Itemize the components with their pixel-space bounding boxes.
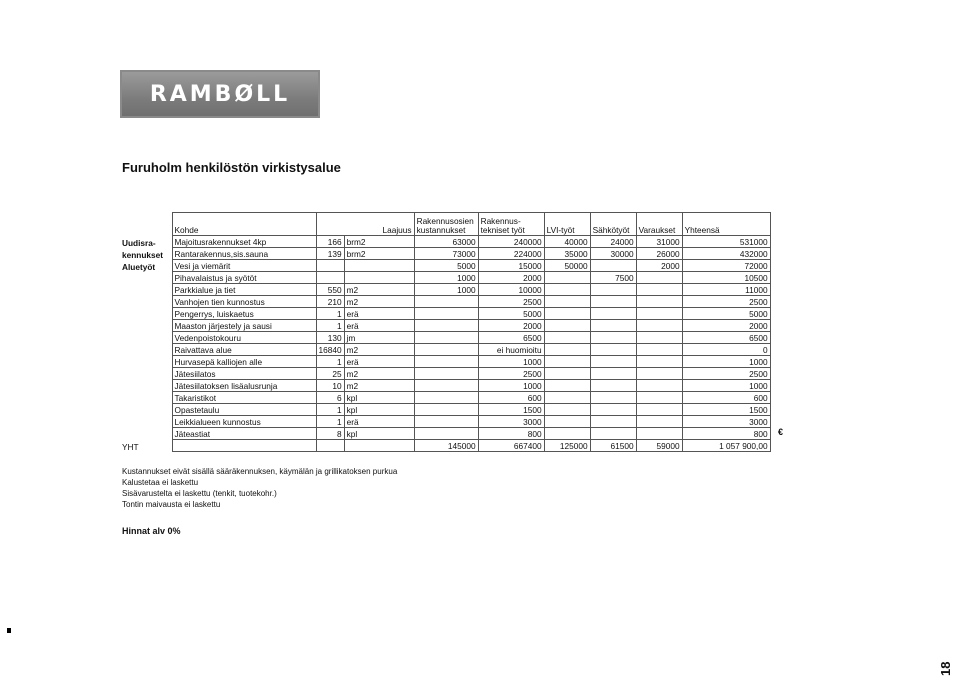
rakennusosien-cell: 5000 [414, 260, 478, 272]
rakennustekniset-cell: ei huomioitu [478, 344, 544, 356]
quantity-cell: 130 [316, 332, 344, 344]
varaukset-cell [636, 332, 682, 344]
table-row [120, 428, 770, 440]
lvi-cell [544, 368, 590, 380]
unit-cell: erä [344, 308, 414, 320]
yhteensa-cell: 6500 [682, 332, 770, 344]
sahko-cell [590, 308, 636, 320]
quantity-cell: 1 [316, 320, 344, 332]
lvi-cell [544, 380, 590, 392]
varaukset-cell [636, 368, 682, 380]
varaukset-cell [636, 320, 682, 332]
unit-cell: m2 [344, 296, 414, 308]
lvi-cell [544, 272, 590, 284]
rakennusosien-cell: 73000 [414, 248, 478, 260]
varaukset-cell: 2000 [636, 260, 682, 272]
group-spacer [120, 308, 172, 320]
vat-note: Hinnat alv 0% [122, 526, 181, 536]
table-row [120, 380, 770, 392]
yhteensa-cell: 800 [682, 428, 770, 440]
quantity-cell: 1 [316, 308, 344, 320]
kohde-cell: Vesi ja viemärit [172, 260, 316, 272]
rakennustekniset-cell: 1000 [478, 380, 544, 392]
sahko-cell [590, 392, 636, 404]
varaukset-cell [636, 380, 682, 392]
lvi-cell [544, 428, 590, 440]
totals-row [120, 440, 770, 452]
kohde-cell: Jätesiilatoksen lisäalusrunja [172, 380, 316, 392]
group-spacer [120, 404, 172, 416]
quantity-cell: 10 [316, 380, 344, 392]
unit-cell [344, 272, 414, 284]
yhteensa-cell: 5000 [682, 308, 770, 320]
group-spacer [120, 332, 172, 344]
sahko-cell [590, 332, 636, 344]
varaukset-cell [636, 344, 682, 356]
table-row [120, 404, 770, 416]
yhteensa-cell: 10500 [682, 272, 770, 284]
varaukset-cell [636, 356, 682, 368]
rakennusosien-cell [414, 296, 478, 308]
group-spacer [120, 296, 172, 308]
lvi-cell [544, 284, 590, 296]
header-rakennustekniset-tyot: Rakennus-tekniset työt [478, 213, 544, 236]
yhteensa-cell: 1000 [682, 356, 770, 368]
table-row [120, 236, 770, 248]
unit-cell: m2 [344, 284, 414, 296]
table-row [120, 284, 770, 296]
yhteensa-cell: 531000 [682, 236, 770, 248]
lvi-cell [544, 404, 590, 416]
rakennusosien-cell [414, 404, 478, 416]
kohde-cell: Jätesiilatos [172, 368, 316, 380]
rakennustekniset-cell: 2500 [478, 368, 544, 380]
sahko-cell: 24000 [590, 236, 636, 248]
sahko-cell [590, 296, 636, 308]
unit-cell: brm2 [344, 236, 414, 248]
sahko-cell [590, 380, 636, 392]
ramboll-logo [120, 70, 320, 118]
sahko-cell: 7500 [590, 272, 636, 284]
yhteensa-cell: 600 [682, 392, 770, 404]
sahko-cell: 30000 [590, 248, 636, 260]
sahko-cell [590, 260, 636, 272]
quantity-cell: 550 [316, 284, 344, 296]
table-row [120, 416, 770, 428]
quantity-cell [316, 272, 344, 284]
totals-label: YHT [122, 441, 139, 452]
group-label: Aluetyöt [120, 260, 172, 272]
varaukset-cell [636, 404, 682, 416]
varaukset-cell [636, 416, 682, 428]
sahko-cell [590, 416, 636, 428]
table-row [120, 248, 770, 260]
yhteensa-cell: 2500 [682, 368, 770, 380]
lvi-cell [544, 356, 590, 368]
rakennustekniset-cell: 10000 [478, 284, 544, 296]
rakennusosien-cell [414, 416, 478, 428]
kohde-cell: Majoitusrakennukset 4kp [172, 236, 316, 248]
page-title: Furuholm henkilöstön virkistysalue [122, 160, 341, 175]
rakennusosien-cell [414, 332, 478, 344]
header-lvi-tyot: LVI-työt [544, 213, 590, 236]
lvi-cell: 50000 [544, 260, 590, 272]
unit-cell: erä [344, 356, 414, 368]
rakennusosien-cell: 63000 [414, 236, 478, 248]
table-row [120, 272, 770, 284]
note-line: Kustannukset eivät sisällä sääräkennuksen, käymälän ja grillikatoksen purkua [122, 467, 398, 476]
group-spacer [120, 272, 172, 284]
varaukset-cell: 31000 [636, 236, 682, 248]
lvi-cell: 40000 [544, 236, 590, 248]
rakennustekniset-cell: 15000 [478, 260, 544, 272]
cost-table-container [120, 212, 771, 452]
quantity-cell [316, 260, 344, 272]
varaukset-cell [636, 392, 682, 404]
unit-cell: m2 [344, 344, 414, 356]
kohde-cell: Jäteastiat [172, 428, 316, 440]
group-label: Uudisra- [120, 236, 172, 248]
rakennustekniset-cell: 2000 [478, 320, 544, 332]
kohde-cell: Opastetaulu [172, 404, 316, 416]
unit-cell: m2 [344, 380, 414, 392]
rakennustekniset-cell: 2000 [478, 272, 544, 284]
kohde-cell: Maaston järjestely ja sausi [172, 320, 316, 332]
rakennustekniset-cell: 240000 [478, 236, 544, 248]
table-row [120, 356, 770, 368]
kohde-cell: Parkkialue ja tiet [172, 284, 316, 296]
table-row [120, 320, 770, 332]
kohde-cell: Leikkialueen kunnostus [172, 416, 316, 428]
totals-spacer [172, 440, 316, 452]
header-sahkotyot: Sähkötyöt [590, 213, 636, 236]
rakennusosien-cell [414, 428, 478, 440]
bullet-mark [7, 628, 11, 633]
unit-cell [344, 260, 414, 272]
header-yhteensa: Yhteensä [682, 213, 770, 236]
varaukset-cell [636, 428, 682, 440]
table-row [120, 332, 770, 344]
varaukset-cell: 26000 [636, 248, 682, 260]
rakennustekniset-cell: 6500 [478, 332, 544, 344]
table-row [120, 308, 770, 320]
group-spacer [120, 344, 172, 356]
varaukset-cell [636, 308, 682, 320]
total-lvi: 125000 [544, 440, 590, 452]
rakennustekniset-cell: 224000 [478, 248, 544, 260]
unit-cell: erä [344, 320, 414, 332]
yhteensa-cell: 2500 [682, 296, 770, 308]
kohde-cell: Takaristikot [172, 392, 316, 404]
lvi-cell [544, 320, 590, 332]
rakennustekniset-cell: 3000 [478, 416, 544, 428]
yhteensa-cell: 1000 [682, 380, 770, 392]
yhteensa-cell: 3000 [682, 416, 770, 428]
lvi-cell [544, 344, 590, 356]
table-row [120, 344, 770, 356]
unit-cell: jm [344, 332, 414, 344]
unit-cell: m2 [344, 368, 414, 380]
rakennustekniset-cell: 2500 [478, 296, 544, 308]
rakennustekniset-cell: 800 [478, 428, 544, 440]
quantity-cell: 6 [316, 392, 344, 404]
sahko-cell [590, 356, 636, 368]
varaukset-cell [636, 296, 682, 308]
rakennusosien-cell: 1000 [414, 284, 478, 296]
rakennusosien-cell [414, 308, 478, 320]
sahko-cell [590, 428, 636, 440]
group-spacer [120, 392, 172, 404]
table-row [120, 392, 770, 404]
varaukset-cell [636, 272, 682, 284]
yhteensa-cell: 0 [682, 344, 770, 356]
lvi-cell [544, 332, 590, 344]
table-row [120, 260, 770, 272]
header-rakennusosien-kustannukset: Rakennusosien kustannukset [414, 213, 478, 236]
group-spacer [120, 416, 172, 428]
yhteensa-cell: 2000 [682, 320, 770, 332]
header-laajuus: Laajuus [316, 213, 414, 236]
kohde-cell: Pihavalaistus ja syötöt [172, 272, 316, 284]
sahko-cell [590, 368, 636, 380]
varaukset-cell [636, 284, 682, 296]
unit-cell: kpl [344, 404, 414, 416]
quantity-cell: 210 [316, 296, 344, 308]
rakennusosien-cell [414, 320, 478, 332]
grand-total: 1 057 900,00 [682, 440, 770, 452]
group-spacer [120, 356, 172, 368]
rakennustekniset-cell: 5000 [478, 308, 544, 320]
cost-table [120, 212, 771, 452]
kohde-cell: Hurvasepä kalliojen alle [172, 356, 316, 368]
total-rakennustekniset: 667400 [478, 440, 544, 452]
sahko-cell [590, 344, 636, 356]
sahko-cell [590, 320, 636, 332]
note-line: Sisävarustelta ei laskettu (tenkit, tuotekohr.) [122, 489, 277, 498]
note-line: Tontin maivausta ei laskettu [122, 500, 221, 509]
group-spacer [120, 320, 172, 332]
sahko-cell [590, 404, 636, 416]
rakennusosien-cell [414, 392, 478, 404]
totals-spacer [344, 440, 414, 452]
unit-cell: kpl [344, 392, 414, 404]
quantity-cell: 25 [316, 368, 344, 380]
total-rakennusosien: 145000 [414, 440, 478, 452]
table-row [120, 368, 770, 380]
kohde-cell: Raivattava alue [172, 344, 316, 356]
quantity-cell: 8 [316, 428, 344, 440]
lvi-cell [544, 416, 590, 428]
quantity-cell: 1 [316, 356, 344, 368]
group-spacer [120, 284, 172, 296]
unit-cell: erä [344, 416, 414, 428]
header-varaukset: Varaukset [636, 213, 682, 236]
rakennustekniset-cell: 1500 [478, 404, 544, 416]
rakennusosien-cell [414, 356, 478, 368]
rakennusosien-cell [414, 368, 478, 380]
kohde-cell: Rantarakennus,sis.sauna [172, 248, 316, 260]
totals-spacer [316, 440, 344, 452]
kohde-cell: Vedenpoistokouru [172, 332, 316, 344]
header-kohde: Kohde [172, 213, 316, 236]
page-number: 18 [938, 661, 953, 676]
total-sahko: 61500 [590, 440, 636, 452]
group-spacer [120, 368, 172, 380]
table-header-row [120, 213, 770, 236]
rakennusosien-cell: 1000 [414, 272, 478, 284]
group-label: kennukset [120, 248, 172, 260]
group-spacer [120, 380, 172, 392]
yhteensa-cell: 72000 [682, 260, 770, 272]
notes [122, 466, 397, 510]
kohde-cell: Pengerrys, luiskaetus [172, 308, 316, 320]
quantity-cell: 16840 [316, 344, 344, 356]
total-varaukset: 59000 [636, 440, 682, 452]
rakennusosien-cell [414, 344, 478, 356]
yhteensa-cell: 1500 [682, 404, 770, 416]
quantity-cell: 139 [316, 248, 344, 260]
lvi-cell: 35000 [544, 248, 590, 260]
rakennustekniset-cell: 1000 [478, 356, 544, 368]
rakennusosien-cell [414, 380, 478, 392]
sahko-cell [590, 284, 636, 296]
currency-symbol: € [778, 427, 784, 437]
yhteensa-cell: 11000 [682, 284, 770, 296]
logo-text: RAMBØLL [149, 81, 291, 107]
lvi-cell [544, 296, 590, 308]
rakennustekniset-cell: 600 [478, 392, 544, 404]
table-row [120, 296, 770, 308]
unit-cell: brm2 [344, 248, 414, 260]
kohde-cell: Vanhojen tien kunnostus [172, 296, 316, 308]
quantity-cell: 1 [316, 416, 344, 428]
unit-cell: kpl [344, 428, 414, 440]
lvi-cell [544, 392, 590, 404]
yhteensa-cell: 432000 [682, 248, 770, 260]
quantity-cell: 166 [316, 236, 344, 248]
note-line: Kalustetaa ei laskettu [122, 478, 199, 487]
group-spacer [120, 428, 172, 440]
quantity-cell: 1 [316, 404, 344, 416]
lvi-cell [544, 308, 590, 320]
